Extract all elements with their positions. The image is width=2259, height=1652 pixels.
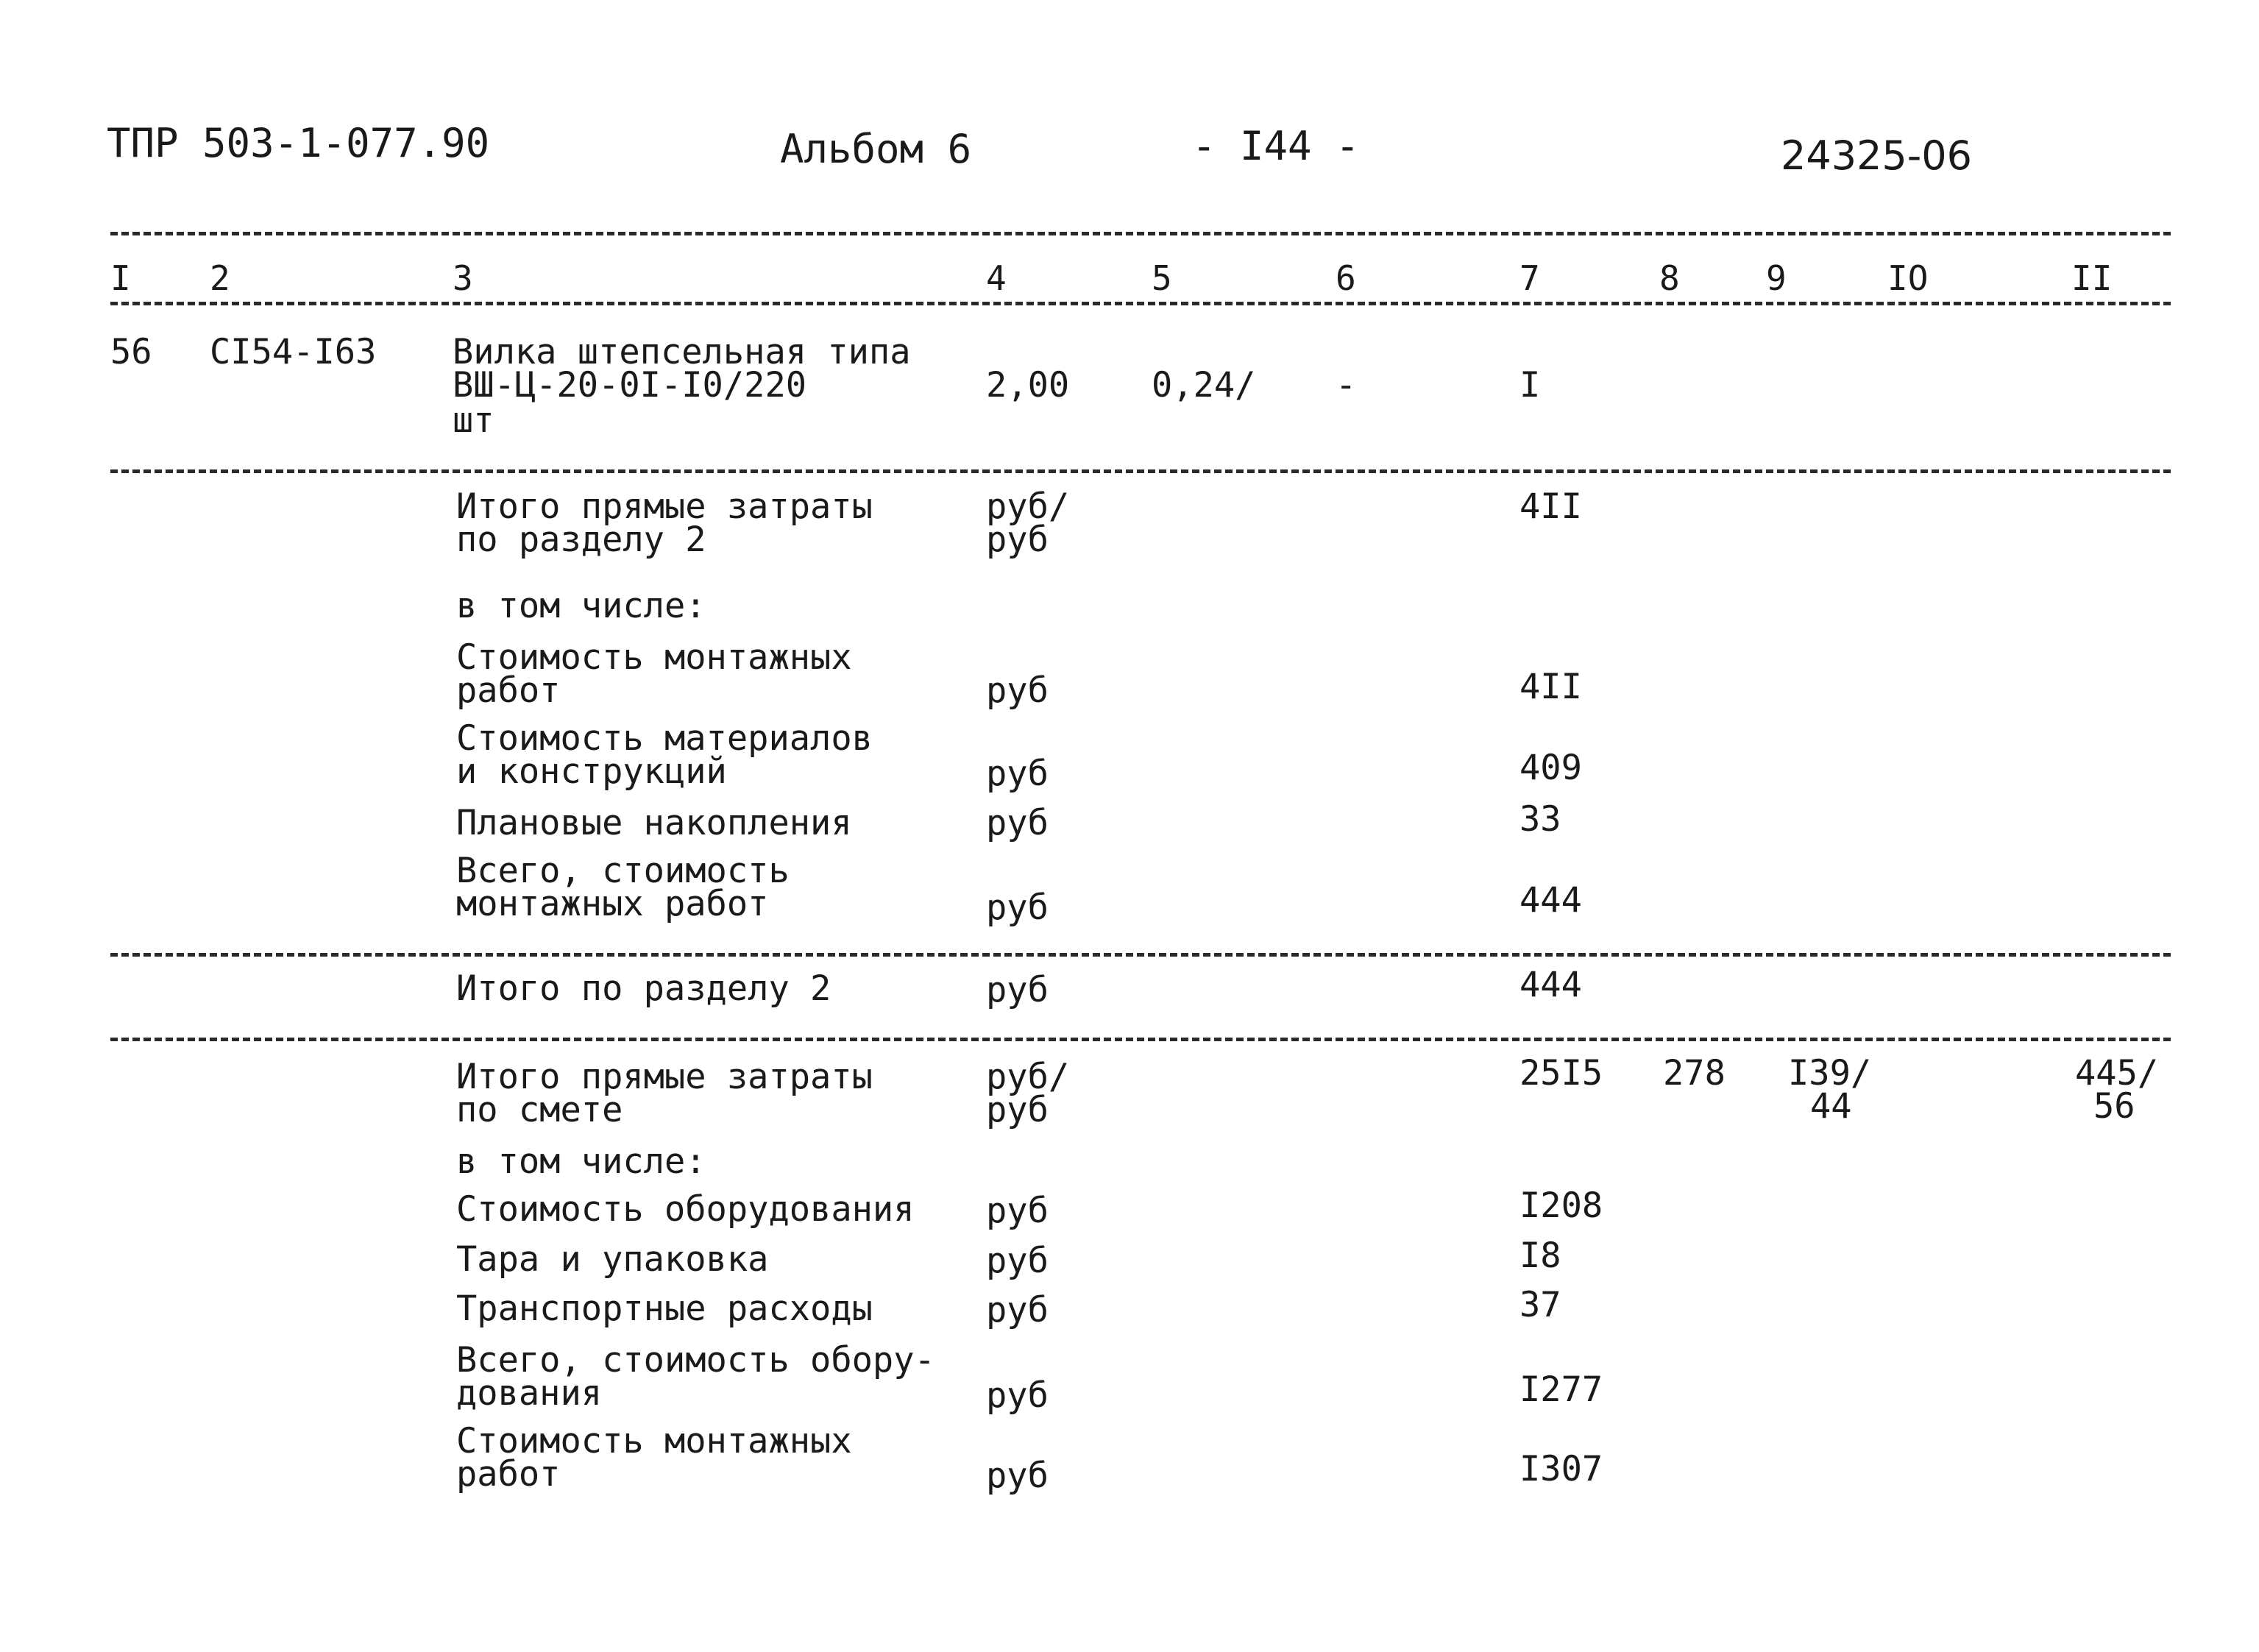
- section-total-unit: руб: [986, 887, 1049, 928]
- item-unit: шт: [453, 400, 494, 441]
- estimate-direct-label: Итого прямые затраты: [456, 1057, 873, 1097]
- estimate-packaging-value: I8: [1519, 1236, 1561, 1276]
- estimate-mount-value: I307: [1519, 1449, 1603, 1489]
- estimate-direct-label: по смете: [456, 1090, 623, 1130]
- separator-line: [110, 232, 2171, 235]
- item-col4-value: 2,00: [986, 365, 1070, 405]
- estimate-mount-unit: руб: [986, 1456, 1049, 1496]
- column-number-2: 2: [210, 258, 230, 298]
- column-number-9: 9: [1766, 258, 1787, 298]
- item-number: 56: [110, 332, 152, 372]
- section-planned-label: Плановые накопления: [456, 803, 852, 843]
- section-including-label: в том числе:: [456, 586, 706, 626]
- section-materials-unit: руб: [986, 754, 1049, 794]
- estimate-total-equipment-label: дования: [456, 1373, 603, 1414]
- section-planned-value: 33: [1519, 799, 1561, 840]
- estimate-packaging-unit: руб: [986, 1241, 1049, 1281]
- document-code: ТПР 503-1-077.90: [107, 120, 490, 166]
- section-materials-value: 409: [1519, 748, 1582, 788]
- column-number-6: 6: [1336, 258, 1356, 298]
- estimate-including-label: в том числе:: [456, 1141, 706, 1182]
- estimate-transport-unit: руб: [986, 1290, 1049, 1330]
- column-number-8: 8: [1659, 258, 1680, 298]
- section-materials-label: Стоимость материалов: [456, 718, 873, 759]
- estimate-total-equipment-value: I277: [1519, 1369, 1603, 1410]
- column-number-4: 4: [986, 258, 1007, 298]
- section-total-label: Всего, стоимость: [456, 851, 790, 891]
- item-col7-value: I: [1519, 365, 1541, 405]
- estimate-mount-label: Стоимость монтажных: [456, 1421, 852, 1461]
- separator-line: [110, 1038, 2171, 1041]
- column-number-10: IO: [1887, 258, 1929, 298]
- item-code: CI54-I63: [210, 332, 377, 372]
- estimate-col8-value: 278: [1663, 1053, 1726, 1093]
- column-number-1: I: [110, 258, 131, 298]
- estimate-col7-value: 25I5: [1519, 1053, 1603, 1093]
- estimate-equipment-unit: руб: [986, 1191, 1049, 1231]
- column-number-7: 7: [1519, 258, 1540, 298]
- section-total-value: 444: [1519, 880, 1582, 921]
- separator-line: [110, 469, 2171, 473]
- estimate-col9-value: 44: [1810, 1086, 1852, 1127]
- separator-line: [110, 953, 2171, 957]
- estimate-transport-label: Транспортные расходы: [456, 1288, 873, 1329]
- item-name-line: Вилка штепсельная типа: [453, 332, 911, 372]
- separator-line: [110, 302, 2171, 305]
- section-sum-unit: руб: [986, 970, 1049, 1010]
- section-direct-label: Итого прямые затраты: [456, 486, 873, 527]
- item-col5-value: 0,24/: [1152, 365, 1256, 405]
- section-sum-value: 444: [1519, 965, 1582, 1005]
- section-direct-label: по разделу 2: [456, 520, 706, 560]
- column-number-11: II: [2071, 258, 2113, 298]
- section-mount-label: Стоимость монтажных: [456, 637, 852, 678]
- estimate-equipment-label: Стоимость оборудования: [456, 1189, 915, 1230]
- section-materials-label: и конструкций: [456, 751, 727, 792]
- section-mount-label: работ: [456, 670, 561, 711]
- section-mount-unit: руб: [986, 670, 1049, 711]
- page-number: - I44 -: [1192, 123, 1360, 169]
- section-direct-unit: руб/: [986, 486, 1070, 527]
- section-direct-value: 4II: [1519, 486, 1582, 527]
- item-name-line: ВШ-Ц-20-0I-I0/220: [453, 365, 807, 405]
- estimate-direct-unit: руб/: [986, 1057, 1070, 1097]
- estimate-packaging-label: Тара и упаковка: [456, 1239, 769, 1280]
- column-number-5: 5: [1152, 258, 1172, 298]
- estimate-direct-unit: руб: [986, 1090, 1049, 1130]
- section-total-label: монтажных работ: [456, 884, 769, 924]
- estimate-col11-value: 56: [2093, 1086, 2135, 1127]
- estimate-col9-value: I39/: [1788, 1053, 1872, 1093]
- section-direct-unit: руб: [986, 520, 1049, 560]
- section-sum-label: Итого по разделу 2: [456, 968, 831, 1009]
- album-label: Альбом 6: [780, 126, 972, 172]
- estimate-equipment-value: I208: [1519, 1185, 1603, 1226]
- section-mount-value: 4II: [1519, 667, 1582, 707]
- column-number-3: 3: [453, 258, 473, 298]
- estimate-mount-label: работ: [456, 1454, 561, 1495]
- section-planned-unit: руб: [986, 803, 1049, 843]
- estimate-total-equipment-label: Всего, стоимость обору-: [456, 1340, 935, 1380]
- item-col6-value: -: [1336, 365, 1357, 405]
- estimate-transport-value: 37: [1519, 1285, 1561, 1325]
- estimate-total-equipment-unit: руб: [986, 1375, 1049, 1416]
- estimate-col11-value: 445/: [2075, 1053, 2159, 1093]
- document-number: 24325-06: [1781, 132, 1972, 179]
